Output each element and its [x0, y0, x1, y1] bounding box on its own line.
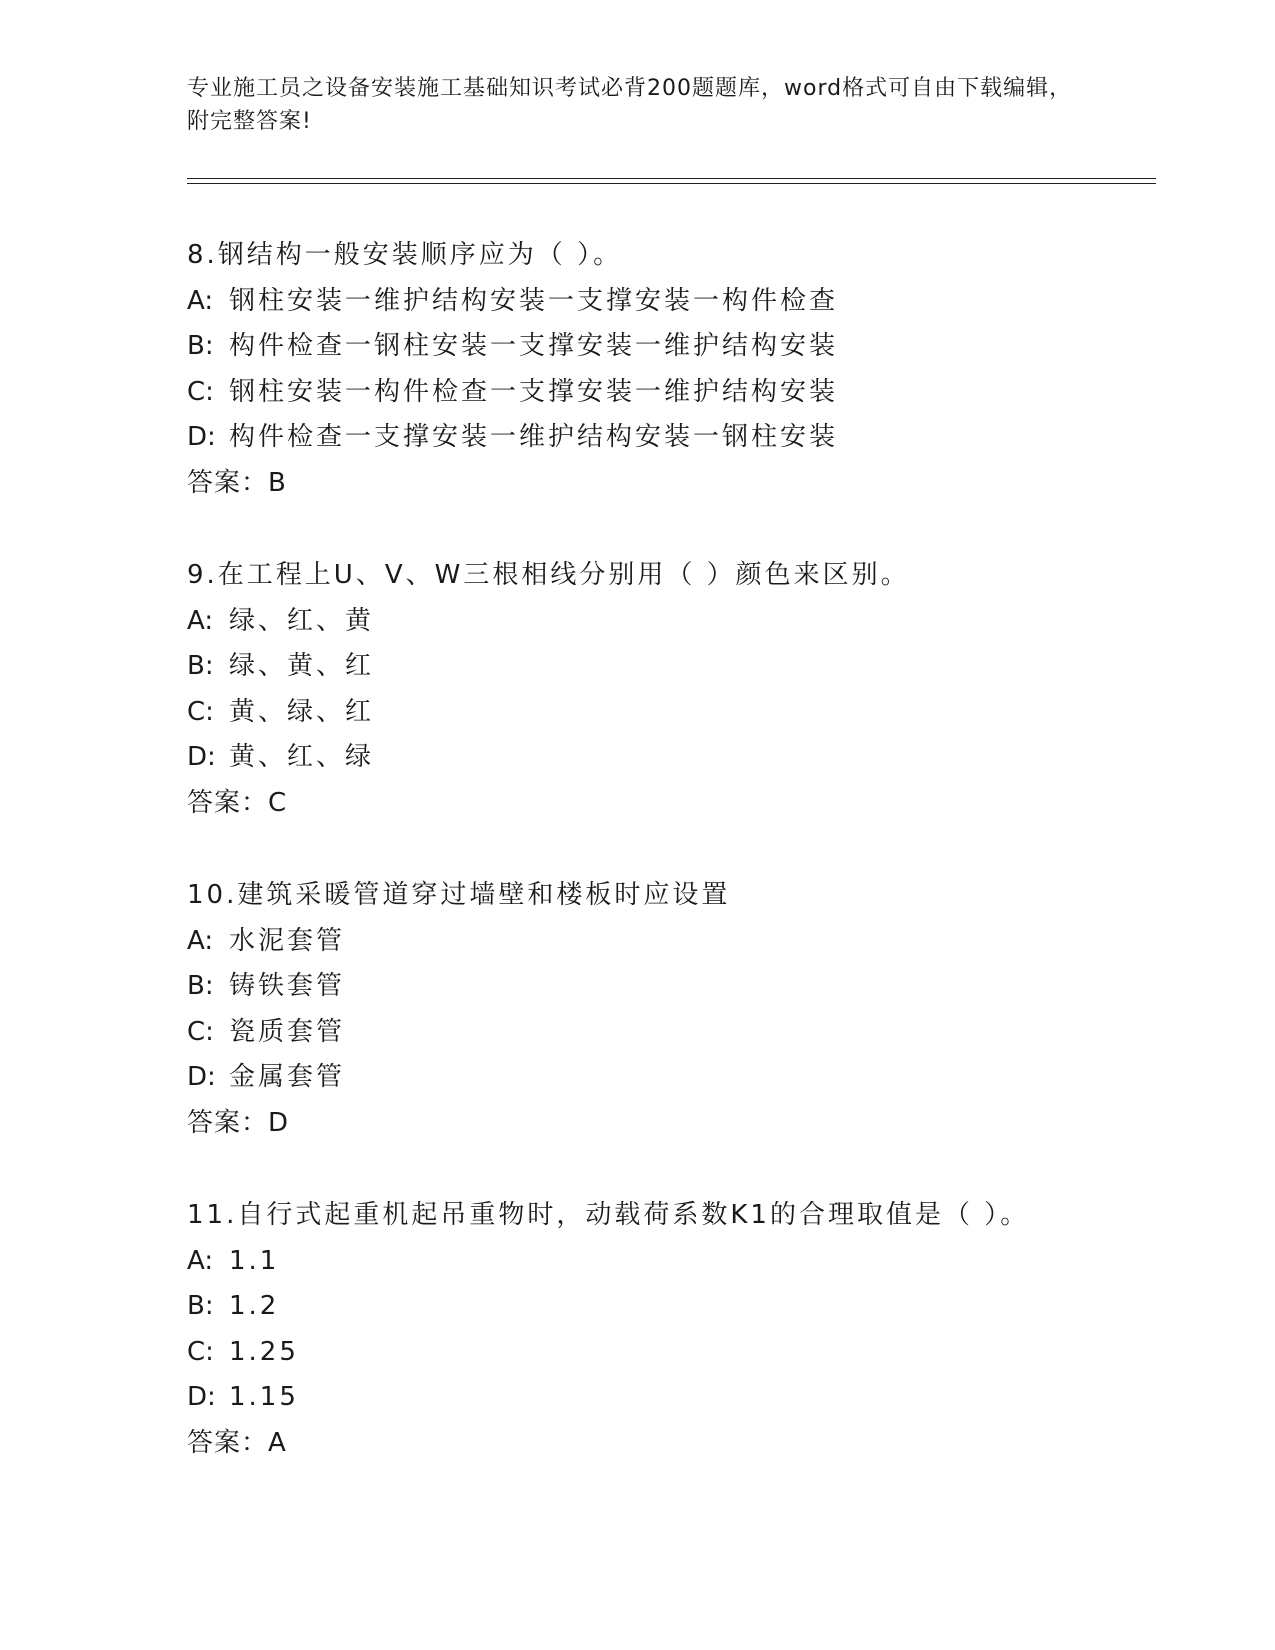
- header-divider-bottom: [187, 183, 1156, 184]
- option-c: [187, 1330, 1137, 1376]
- option-key: A:: [187, 925, 214, 956]
- option-text: 1.25: [229, 1336, 299, 1367]
- option-key: B:: [187, 971, 214, 1002]
- option-key: D:: [187, 742, 216, 773]
- option-text: 黄、绿、红: [229, 696, 375, 727]
- option-text: 黄、红、绿: [229, 742, 375, 773]
- option-a: [187, 599, 1137, 645]
- option-a: [187, 1239, 1137, 1285]
- option-d: [187, 1375, 1137, 1421]
- option-text: 绿、红、黄: [229, 605, 375, 636]
- option-b: [187, 324, 1137, 370]
- option-b: [187, 644, 1137, 690]
- answer-line: 答案：C: [187, 787, 288, 818]
- option-key: A:: [187, 1245, 214, 1276]
- option-key: A:: [187, 605, 214, 636]
- question-stem: 8.钢结构一般安装顺序应为（ ）。: [187, 240, 623, 270]
- option-c: [187, 1010, 1137, 1056]
- option-key: C:: [187, 1336, 214, 1367]
- option-text: 金属套管: [229, 1062, 346, 1093]
- option-text: 瓷质套管: [229, 1016, 346, 1047]
- question-stem: 9.在工程上U、V、W三根相线分别用（ ）颜色来区别。: [187, 560, 910, 590]
- question-block: [187, 233, 1137, 507]
- option-key: C:: [187, 696, 214, 727]
- option-key: D:: [187, 1382, 216, 1413]
- option-key: C:: [187, 1016, 214, 1047]
- option-key: B:: [187, 651, 214, 682]
- option-key: D:: [187, 422, 216, 453]
- option-text: 绿、黄、红: [229, 651, 375, 682]
- option-key: C:: [187, 376, 214, 407]
- option-text: 钢柱安装一维护结构安装一支撑安装一构件检查: [229, 285, 839, 316]
- option-b: [187, 1284, 1137, 1330]
- option-text: 钢柱安装一构件检查一支撑安装一维护结构安装: [229, 376, 839, 407]
- option-text: 水泥套管: [229, 925, 346, 956]
- option-a: [187, 279, 1137, 325]
- answer-line: 答案：D: [187, 1107, 290, 1138]
- answer-line: 答案：B: [187, 467, 287, 498]
- question-block: [187, 553, 1137, 827]
- option-key: A:: [187, 285, 214, 316]
- option-d: [187, 415, 1137, 461]
- option-a: [187, 919, 1137, 965]
- option-text: 构件检查一钢柱安装一支撑安装一维护结构安装: [229, 331, 839, 362]
- question-stem: 11.自行式起重机起吊重物时，动载荷系数K1的合理取值是（ ）。: [187, 1200, 1030, 1230]
- question-stem: 10.建筑采暖管道穿过墙壁和楼板时应设置: [187, 880, 731, 910]
- document-header-text: 专业施工员之设备安装施工基础知识考试必背200题题库，word格式可自由下载编辑，附完整答案!: [187, 76, 1073, 134]
- option-text: 构件检查一支撑安装一维护结构安装一钢柱安装: [229, 422, 839, 453]
- option-d: [187, 735, 1137, 781]
- question-block: [187, 873, 1137, 1147]
- option-key: B:: [187, 331, 214, 362]
- option-text: 铸铁套管: [229, 971, 346, 1002]
- option-key: B:: [187, 1291, 214, 1322]
- option-b: [187, 964, 1137, 1010]
- option-c: [187, 370, 1137, 416]
- option-key: D:: [187, 1062, 216, 1093]
- answer-line: 答案：A: [187, 1427, 287, 1458]
- question-block: [187, 1193, 1137, 1467]
- option-d: [187, 1055, 1137, 1101]
- header-divider-top: [187, 178, 1156, 179]
- option-text: 1.1: [229, 1245, 280, 1276]
- option-text: 1.15: [229, 1382, 299, 1413]
- option-c: [187, 690, 1137, 736]
- option-text: 1.2: [229, 1291, 280, 1322]
